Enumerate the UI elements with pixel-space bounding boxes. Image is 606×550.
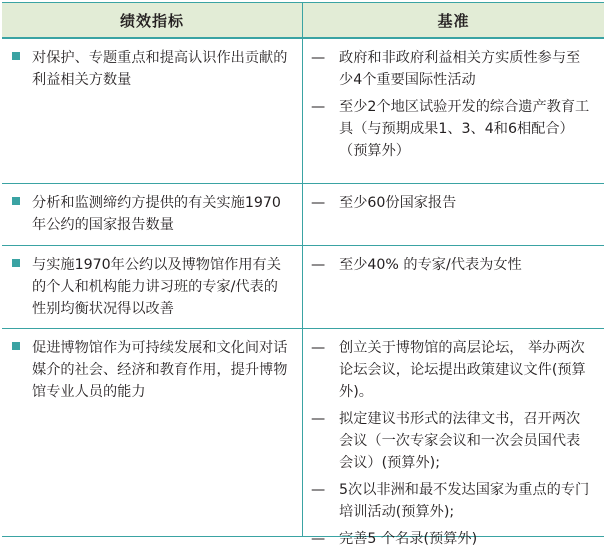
indicator-text: 对保护、专题重点和提高认识作出贡献的利益相关方数量 bbox=[32, 50, 288, 88]
benchmark-text: 拟定建议书形式的法律文书，召开两次会议（一次专家会议和一次会员国代表会议）(预算外); bbox=[339, 411, 581, 471]
indicator-cell bbox=[2, 329, 303, 536]
indicator-cell bbox=[2, 246, 303, 328]
indicator-text: 促进博物馆作为可持续发展和文化间对话媒介的社会、经济和教育作用，提升博物馆专业人员的能力 bbox=[32, 340, 288, 400]
table-row bbox=[2, 183, 604, 245]
performance-table bbox=[2, 2, 604, 547]
dash-marker: — bbox=[311, 257, 326, 273]
square-bullet-icon bbox=[12, 342, 20, 350]
benchmark-cell bbox=[303, 246, 604, 328]
benchmark-cell bbox=[303, 39, 604, 183]
benchmark-item bbox=[311, 408, 594, 474]
benchmark-text: 至少2个地区试验开发的综合遗产教育工具（与预期成果1、3、4和6相配合）（预算外） bbox=[339, 99, 590, 159]
dash-marker: — bbox=[311, 482, 326, 498]
benchmark-text: 完善5 个名录(预算外) bbox=[339, 531, 478, 547]
square-bullet-icon bbox=[12, 259, 20, 267]
benchmark-item bbox=[311, 337, 594, 403]
indicator-cell bbox=[2, 184, 303, 245]
table-row bbox=[2, 38, 604, 183]
benchmark-item bbox=[311, 254, 594, 276]
dash-marker: — bbox=[311, 50, 326, 66]
benchmark-text: 5次以非洲和最不发达国家为重点的专门培训活动(预算外); bbox=[339, 482, 590, 520]
benchmark-cell bbox=[303, 329, 604, 547]
dash-marker: — bbox=[311, 99, 326, 115]
header-indicator: 绩效指标 bbox=[2, 3, 303, 37]
benchmark-item bbox=[311, 96, 594, 162]
table-header bbox=[2, 3, 604, 38]
dash-marker: — bbox=[311, 340, 326, 356]
dash-marker: — bbox=[311, 411, 326, 427]
benchmark-text: 至少60份国家报告 bbox=[339, 195, 457, 211]
table-row bbox=[2, 245, 604, 328]
indicator-text: 与实施1970年公约以及博物馆作用有关的个人和机构能力讲习班的专家/代表的性别均衡状况得以改善 bbox=[32, 257, 281, 317]
square-bullet-icon bbox=[12, 197, 20, 205]
benchmark-cell bbox=[303, 184, 604, 245]
benchmark-item bbox=[311, 47, 594, 91]
benchmark-text: 政府和非政府利益相关方实质性参与至少4个重要国际性活动 bbox=[339, 50, 581, 88]
table-row bbox=[2, 328, 604, 547]
benchmark-item bbox=[311, 192, 594, 214]
indicator-text: 分析和监测缔约方提供的有关实施1970年公约的国家报告数量 bbox=[32, 195, 281, 233]
benchmark-item bbox=[311, 479, 594, 523]
indicator-cell bbox=[2, 39, 303, 183]
benchmark-text: 至少40% 的专家/代表为女性 bbox=[339, 257, 522, 273]
header-benchmark: 基准 bbox=[437, 11, 470, 30]
benchmark-text: 创立关于博物馆的高层论坛， 举办两次论坛会议，论坛提出政策建议文件(预算外)。 bbox=[339, 340, 586, 400]
square-bullet-icon bbox=[12, 52, 20, 60]
dash-marker: — bbox=[311, 195, 326, 211]
dash-marker: — bbox=[311, 531, 326, 547]
benchmark-item bbox=[311, 528, 594, 550]
